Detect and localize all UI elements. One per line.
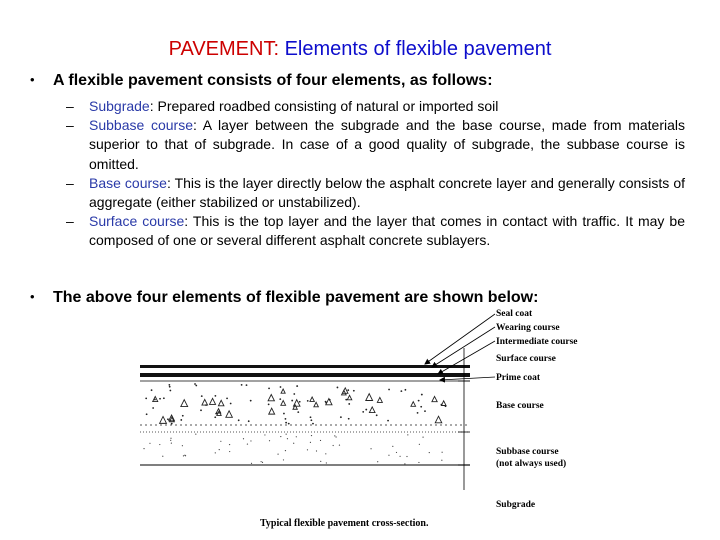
label-subgrade: Subgrade [496,500,536,510]
item-term: Base course [89,174,167,191]
label-subbase-course: Subbase course [496,447,559,457]
item-text: : This is the layer directly below the asphalt concrete layer and generally consists of aggregate (either stabilized or unstabilized). [89,174,685,211]
item-term: Surface course [89,213,185,230]
title-main: Elements of flexible pavement [284,38,552,60]
dash-icon: – [66,98,74,114]
label-prime-coat: Prime coat [496,373,541,383]
label-subbase-note: (not always used) [496,459,567,469]
element-list [66,97,685,251]
wearing-course-layer [140,365,470,368]
wearing-course-arrow [432,327,495,367]
item-text: : A layer between the subgrade and the base course, made from materials superior to that of subgrade. In case of a good quality of subgrade, the subbase course is omitted. [89,117,685,172]
dash-icon: – [66,213,74,230]
item-term: Subbase course [89,117,193,134]
dash-icon: – [66,174,74,191]
bullet-intro-text: A flexible pavement consists of four elements, as follows: [53,72,493,89]
page-title [0,38,720,61]
list-item [66,116,685,174]
seal-coat-arrow [425,314,495,364]
list-item [66,97,685,116]
intermediate-course-layer [140,373,470,377]
list-item [66,174,685,212]
aggregate-texture [153,388,446,424]
prime-coat-arrow [440,377,495,380]
label-wearing-course: Wearing course [496,323,560,333]
list-item [66,212,685,250]
label-base-course: Base course [496,401,544,411]
pavement-cross-section-figure [140,300,610,536]
item-text: : Prepared roadbed consisting of natural or imported soil [149,98,499,114]
item-text: : This is the top layer and the layer that comes in contact with traffic. It may be composed of one or several different asphalt concrete sublayers. [89,213,685,249]
label-intermediate-course: Intermediate course [496,337,578,347]
bullet-figure-text: The above four elements of flexible pavement are shown below: [53,289,539,306]
label-surface-course: Surface course [496,354,556,364]
bullet-dot-icon: • [30,72,35,87]
title-prefix: PAVEMENT: [168,38,279,60]
item-term: Subgrade [89,98,150,114]
dash-icon: – [66,117,74,134]
bullet-dot-icon: • [30,289,35,304]
label-seal-coat: Seal coat [496,309,533,319]
figure-caption: Typical flexible pavement cross-section. [260,518,429,529]
